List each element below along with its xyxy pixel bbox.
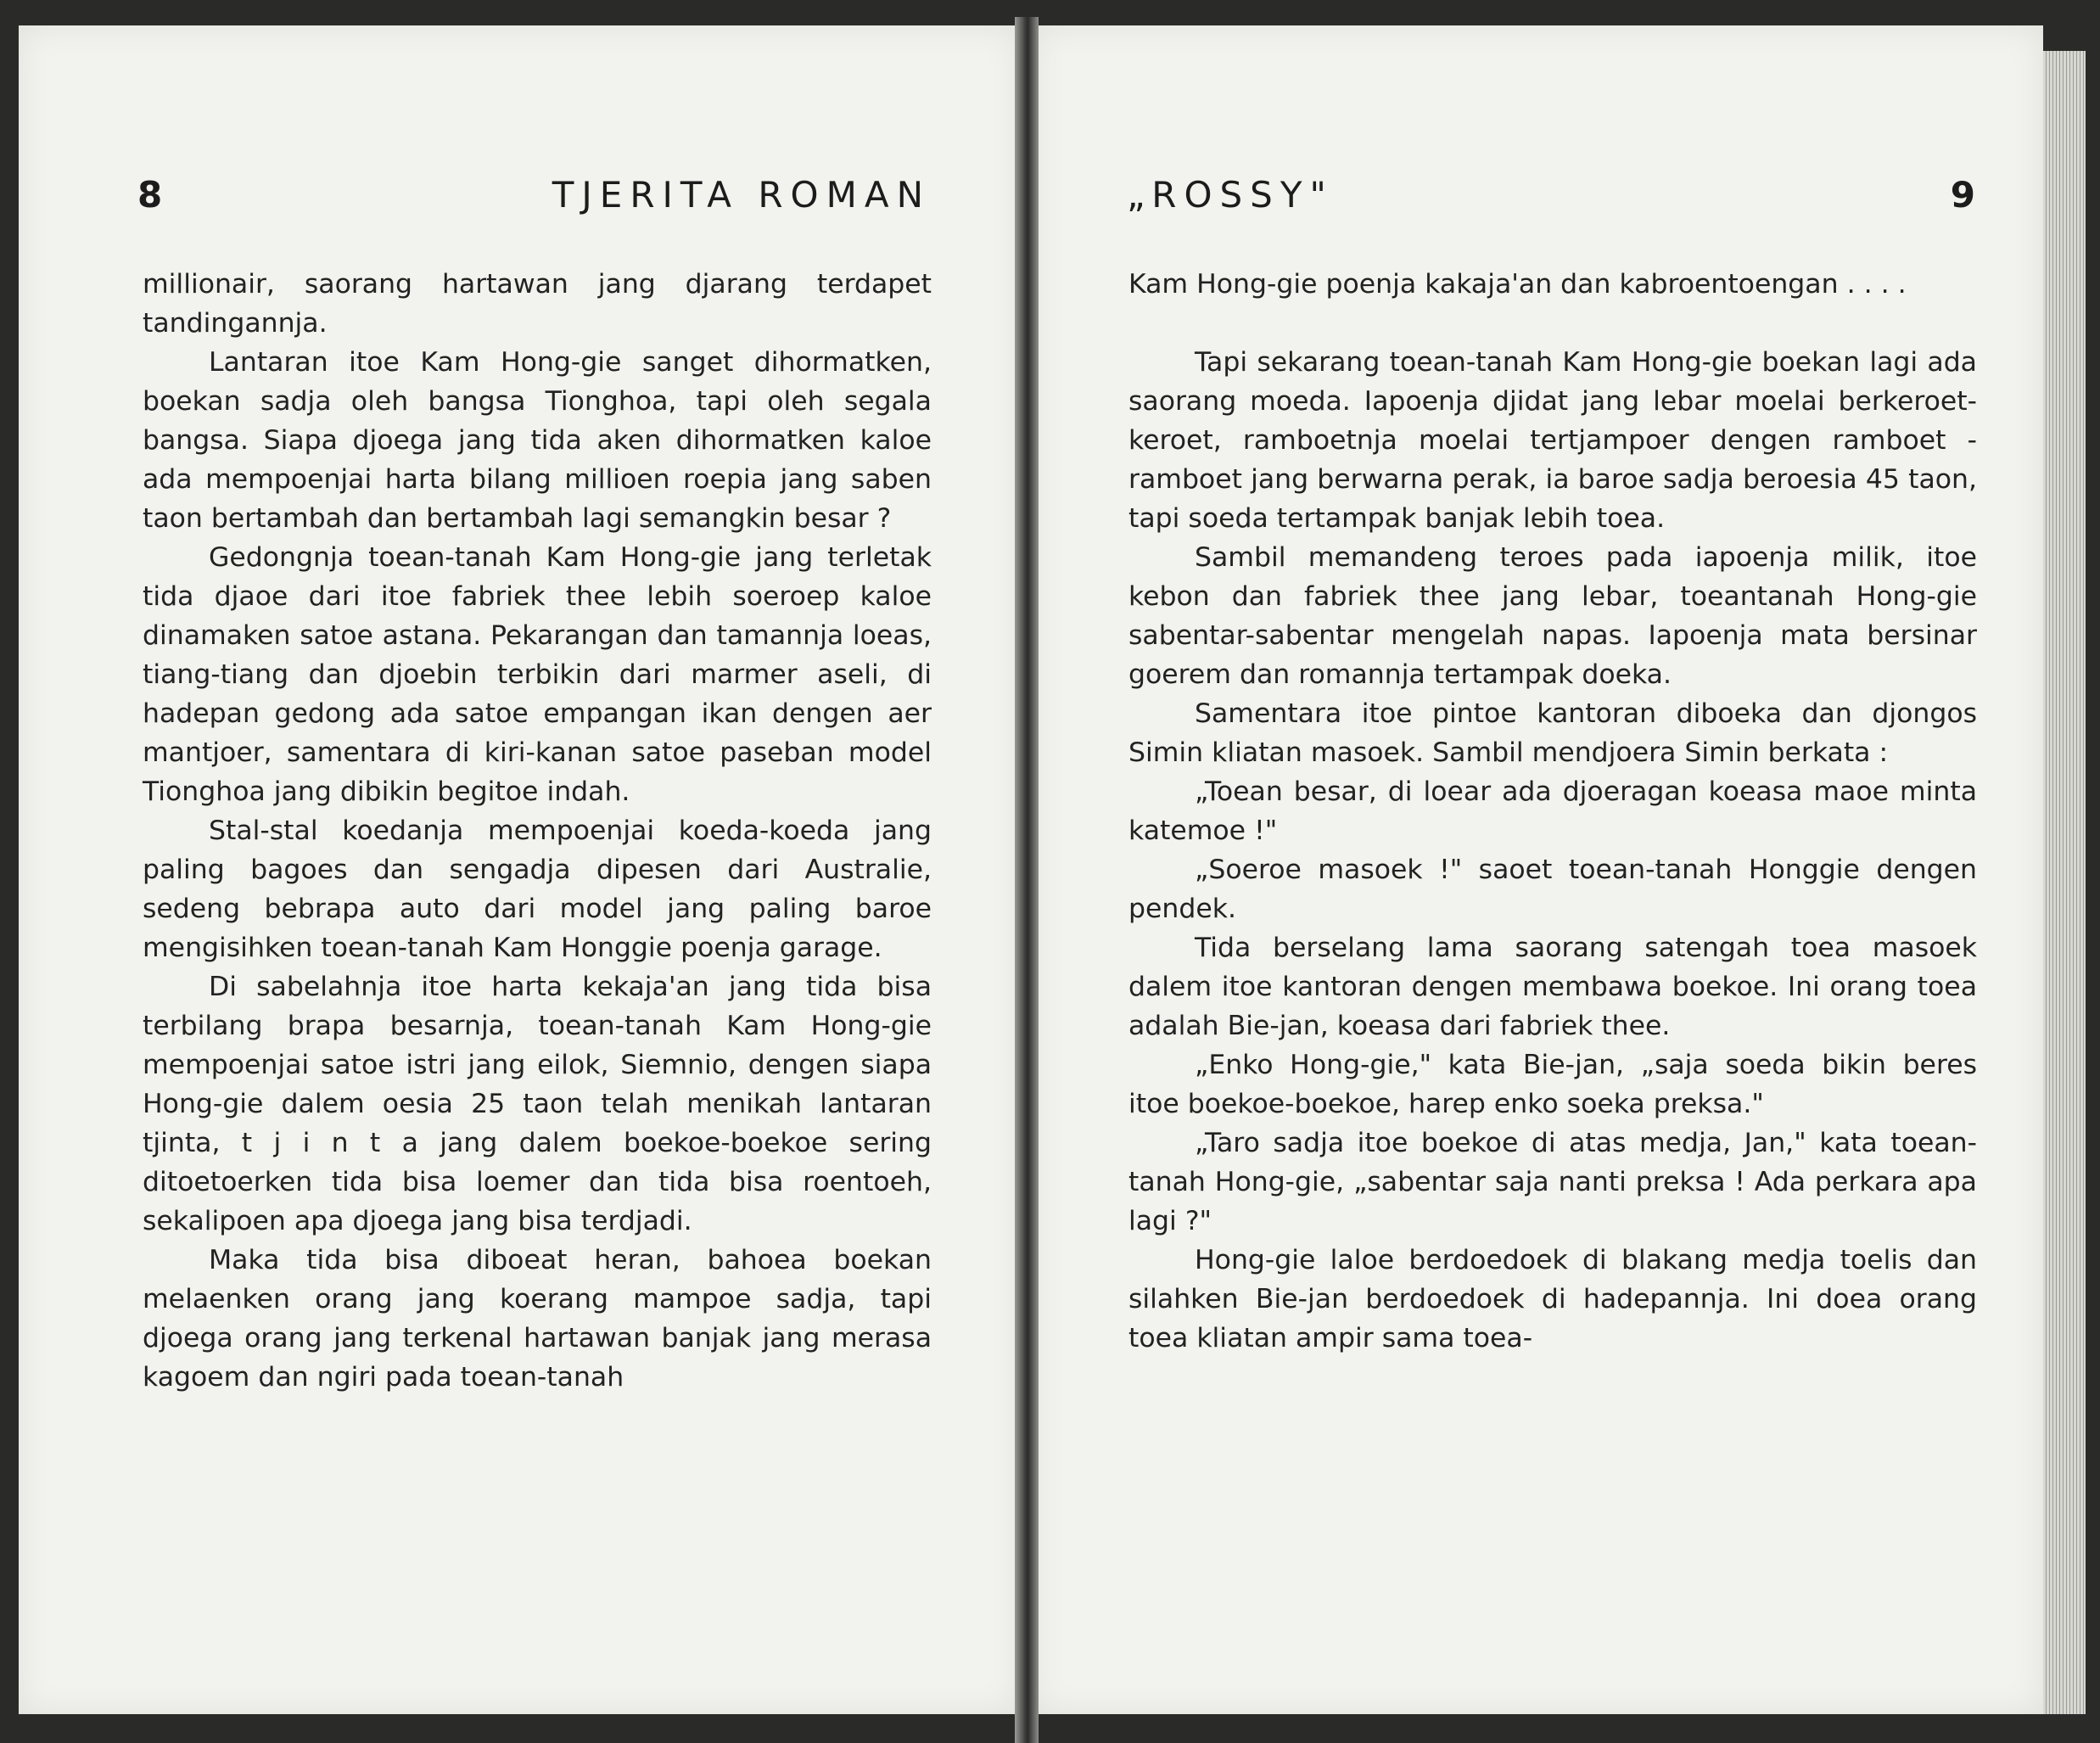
left-page-header	[137, 174, 931, 242]
running-head: „ROSSY"	[1127, 174, 1334, 216]
page-edges	[2043, 51, 2086, 1714]
paragraph: Stal-stal koedanja mempoenjai koeda-koeda jang paling bagoes dan sengadja dipesen dari Australie, sedeng bebrapa auto dari model jang paling baroe mengisihken toean-tanah Kam Honggie poenja garage.	[143, 815, 932, 963]
left-page	[19, 25, 1020, 1714]
paragraph: Samentara itoe pintoe kantoran diboeka dan djongos Simin kliatan masoek. Sambil mendjoera Simin berkata :	[1128, 698, 1977, 768]
paragraph: Tida berselang lama saorang satengah toea masoek dalem itoe kantoran dengen membawa boekoe. Ini orang toea adalah Bie-jan, koeasa dari fabriek thee.	[1128, 933, 1977, 1041]
paragraph: Maka tida bisa diboeat heran, bahoea boekan melaenken orang jang koerang mampoe sadja, tapi djoega orang jang terkenal hartawan banjak jang merasa kagoem dan ngiri pada toean-tanah	[143, 1245, 932, 1393]
paragraph: „Soeroe masoek !" saoet toean-tanah Honggie dengen pendek.	[1128, 855, 1977, 924]
paragraph: Hong-gie laloe berdoedoek di blakang medja toelis dan silahken Bie-jan berdoedoek di hadepannja. Ini doea orang toea kliatan ampir sama toea-	[1128, 1245, 1977, 1353]
paragraph: Kam Hong-gie poenja kakaja'an dan kabroentoengan . . . .	[1128, 269, 1907, 300]
paragraph: Lantaran itoe Kam Hong-gie sanget dihormatken, boekan sadja oleh bangsa Tionghoa, tapi oleh segala bangsa. Siapa djoega jang tida aken dihormatken kaloe ada mempoenjai harta bilang millioen roepia jang saben taon bertambah dan bertambah lagi semangkin besar ?	[143, 347, 932, 534]
running-head: TJERITA ROMAN	[552, 174, 931, 216]
paragraph: „Enko Hong-gie," kata Bie-jan, „saja soeda bikin beres itoe boekoe-boekoe, harep enko soeka preksa."	[1128, 1050, 1977, 1119]
page-number: 9	[1950, 174, 1975, 216]
paragraph: Di sabelahnja itoe harta kekaja'an jang tida bisa terbilang brapa besarnja, toean-tanah Kam Hong-gie mempoenjai satoe istri jang eilok, Siemnio, dengen siapa Hong-gie dalem oesia 25 taon telah menikah lantaran tjinta, t j i n t a jang dalem boekoe-boekoe sering ditoetoerken tida bisa loemer dan tida bisa roentoeh, sekalipoen apa djoega jang bisa terdjadi.	[143, 972, 932, 1236]
paragraph: „Taro sadja itoe boekoe di atas medja, Jan," kata toean-tanah Hong-gie, „sabentar saja nanti preksa ! Ada perkara apa lagi ?"	[1128, 1128, 1977, 1236]
right-page-body	[1128, 265, 1977, 1358]
paragraph: Sambil memandeng teroes pada iapoenja milik, itoe kebon dan fabriek thee jang lebar, toeantanah Hong-gie sabentar-sabentar mengelah napas. Iapoenja mata bersinar goerem dan romannja tertampak doeka.	[1128, 542, 1977, 690]
right-page	[1033, 25, 2043, 1714]
book-gutter	[1015, 17, 1039, 1743]
paragraph: „Toean besar, di loear ada djoeragan koeasa maoe minta katemoe !"	[1128, 776, 1977, 846]
paragraph: Gedongnja toean-tanah Kam Hong-gie jang terletak tida djaoe dari itoe fabriek thee lebih soeroep kaloe dinamaken satoe astana. Pekarangan dan tamannja loeas, tiang-tiang dan djoebin terbikin dari marmer aseli, di hadepan gedong ada satoe empangan ikan dengen aer mantjoer, samentara di kiri-kanan satoe paseban model Tionghoa jang dibikin begitoe indah.	[143, 542, 932, 807]
right-page-header	[1127, 174, 1975, 242]
page-number: 8	[137, 174, 163, 216]
paragraph: Tapi sekarang toean-tanah Kam Hong-gie boekan lagi ada saorang moeda. Iapoenja djidat jang lebar moelai berkeroet-keroet, ramboetnja moelai tertjampoer dengen ramboet - ramboet jang berwarna perak, ia baroe sadja beroesia 45 taon, tapi soeda tertampak banjak lebih toea.	[1128, 347, 1977, 534]
left-page-body	[143, 265, 932, 1397]
paragraph: millionair, saorang hartawan jang djarang terdapet tandingannja.	[143, 269, 932, 339]
